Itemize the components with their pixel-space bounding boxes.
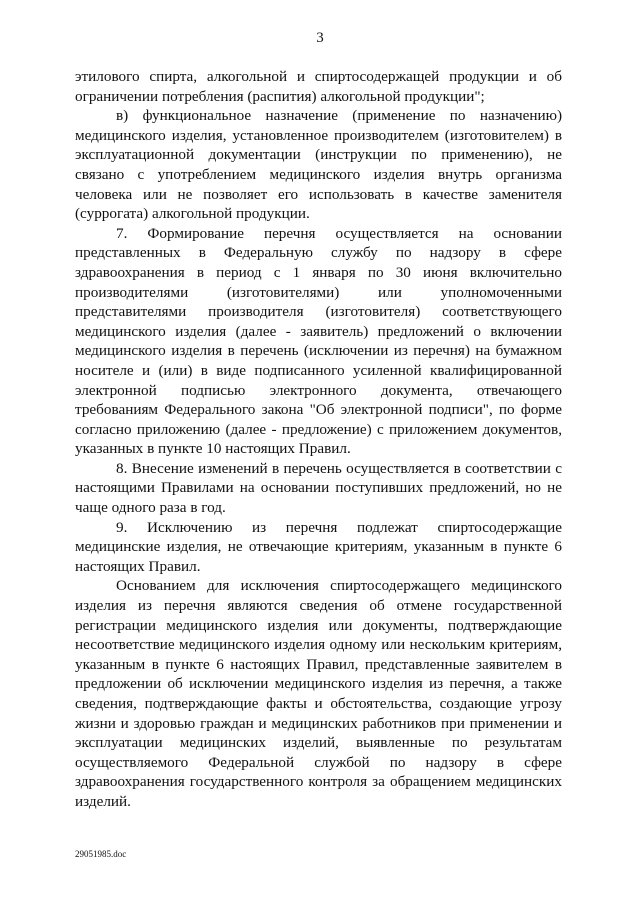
paragraph-item-v: в) функциональное назначение (применение по назначению) медицинского изделия, установленное производителем (изготовителем) в эксплуатационной документации (инструкции по применению), не связано с употреблением медицинского изделия внутрь организма человека или не позволяет его использовать в качестве заменителя (суррогата) алкогольной продукции. (75, 107, 562, 223)
paragraph-9: 9. Исключению из перечня подлежат спиртосодержащие медицинские изделия, не отвечающие критериям, указанным в пункте 6 настоящих Правил. (75, 518, 562, 575)
page-number: 3 (316, 30, 324, 46)
document-body (75, 67, 562, 812)
document-file-code: 29051985.doc (75, 849, 127, 859)
paragraph-exclusion-grounds: Основанием для исключения спиртосодержащего медицинского изделия из перечня являются сведения об отмене государственной регистрации медицинского изделия или документы, подтверждающие несоответствие медицинского изделия одному или нескольким критериям, указанным в пункте 6 настоящих Правил, представленные заявителем в предложении об исключении медицинского изделия из перечня, а также сведения, подтверждающие факты и обстоятельства, создающие угрозу жизни и здоровью граждан и медицинских работников при применении и эксплуатации медицинских изделий, выявленные по результатам осуществляемого Федеральной службой по надзору в сфере здравоохранения государственного контроля за обращением медицинских изделий. (75, 577, 562, 810)
paragraph-7: 7. Формирование перечня осуществляется на основании представленных в Федеральную службу по надзору в сфере здравоохранения в период с 1 января по 30 июня включительно производителями (изготовителями) или уполномоченными представителями производителя (изготовителя) соответствующего медицинского изделия (далее - заявитель) предложений о включении медицинского изделия в перечень (исключении из перечня) на бумажном носителе и (или) в виде подписанного усиленной квалифицированной электронной подписью электронного документа, отвечающего требованиям Федерального закона "Об электронной подписи", по форме согласно приложению (далее - предложение) с приложением документов, указанных в пункте 10 настоящих Правил. (75, 224, 562, 458)
paragraph-continuation: этилового спирта, алкогольной и спиртосодержащей продукции и об ограничении потребления (распития) алкогольной продукции"; (75, 68, 562, 105)
paragraph-8: 8. Внесение изменений в перечень осуществляется в соответствии с настоящими Правилами на основании поступивших предложений, но не чаще одного раза в год. (75, 459, 562, 517)
